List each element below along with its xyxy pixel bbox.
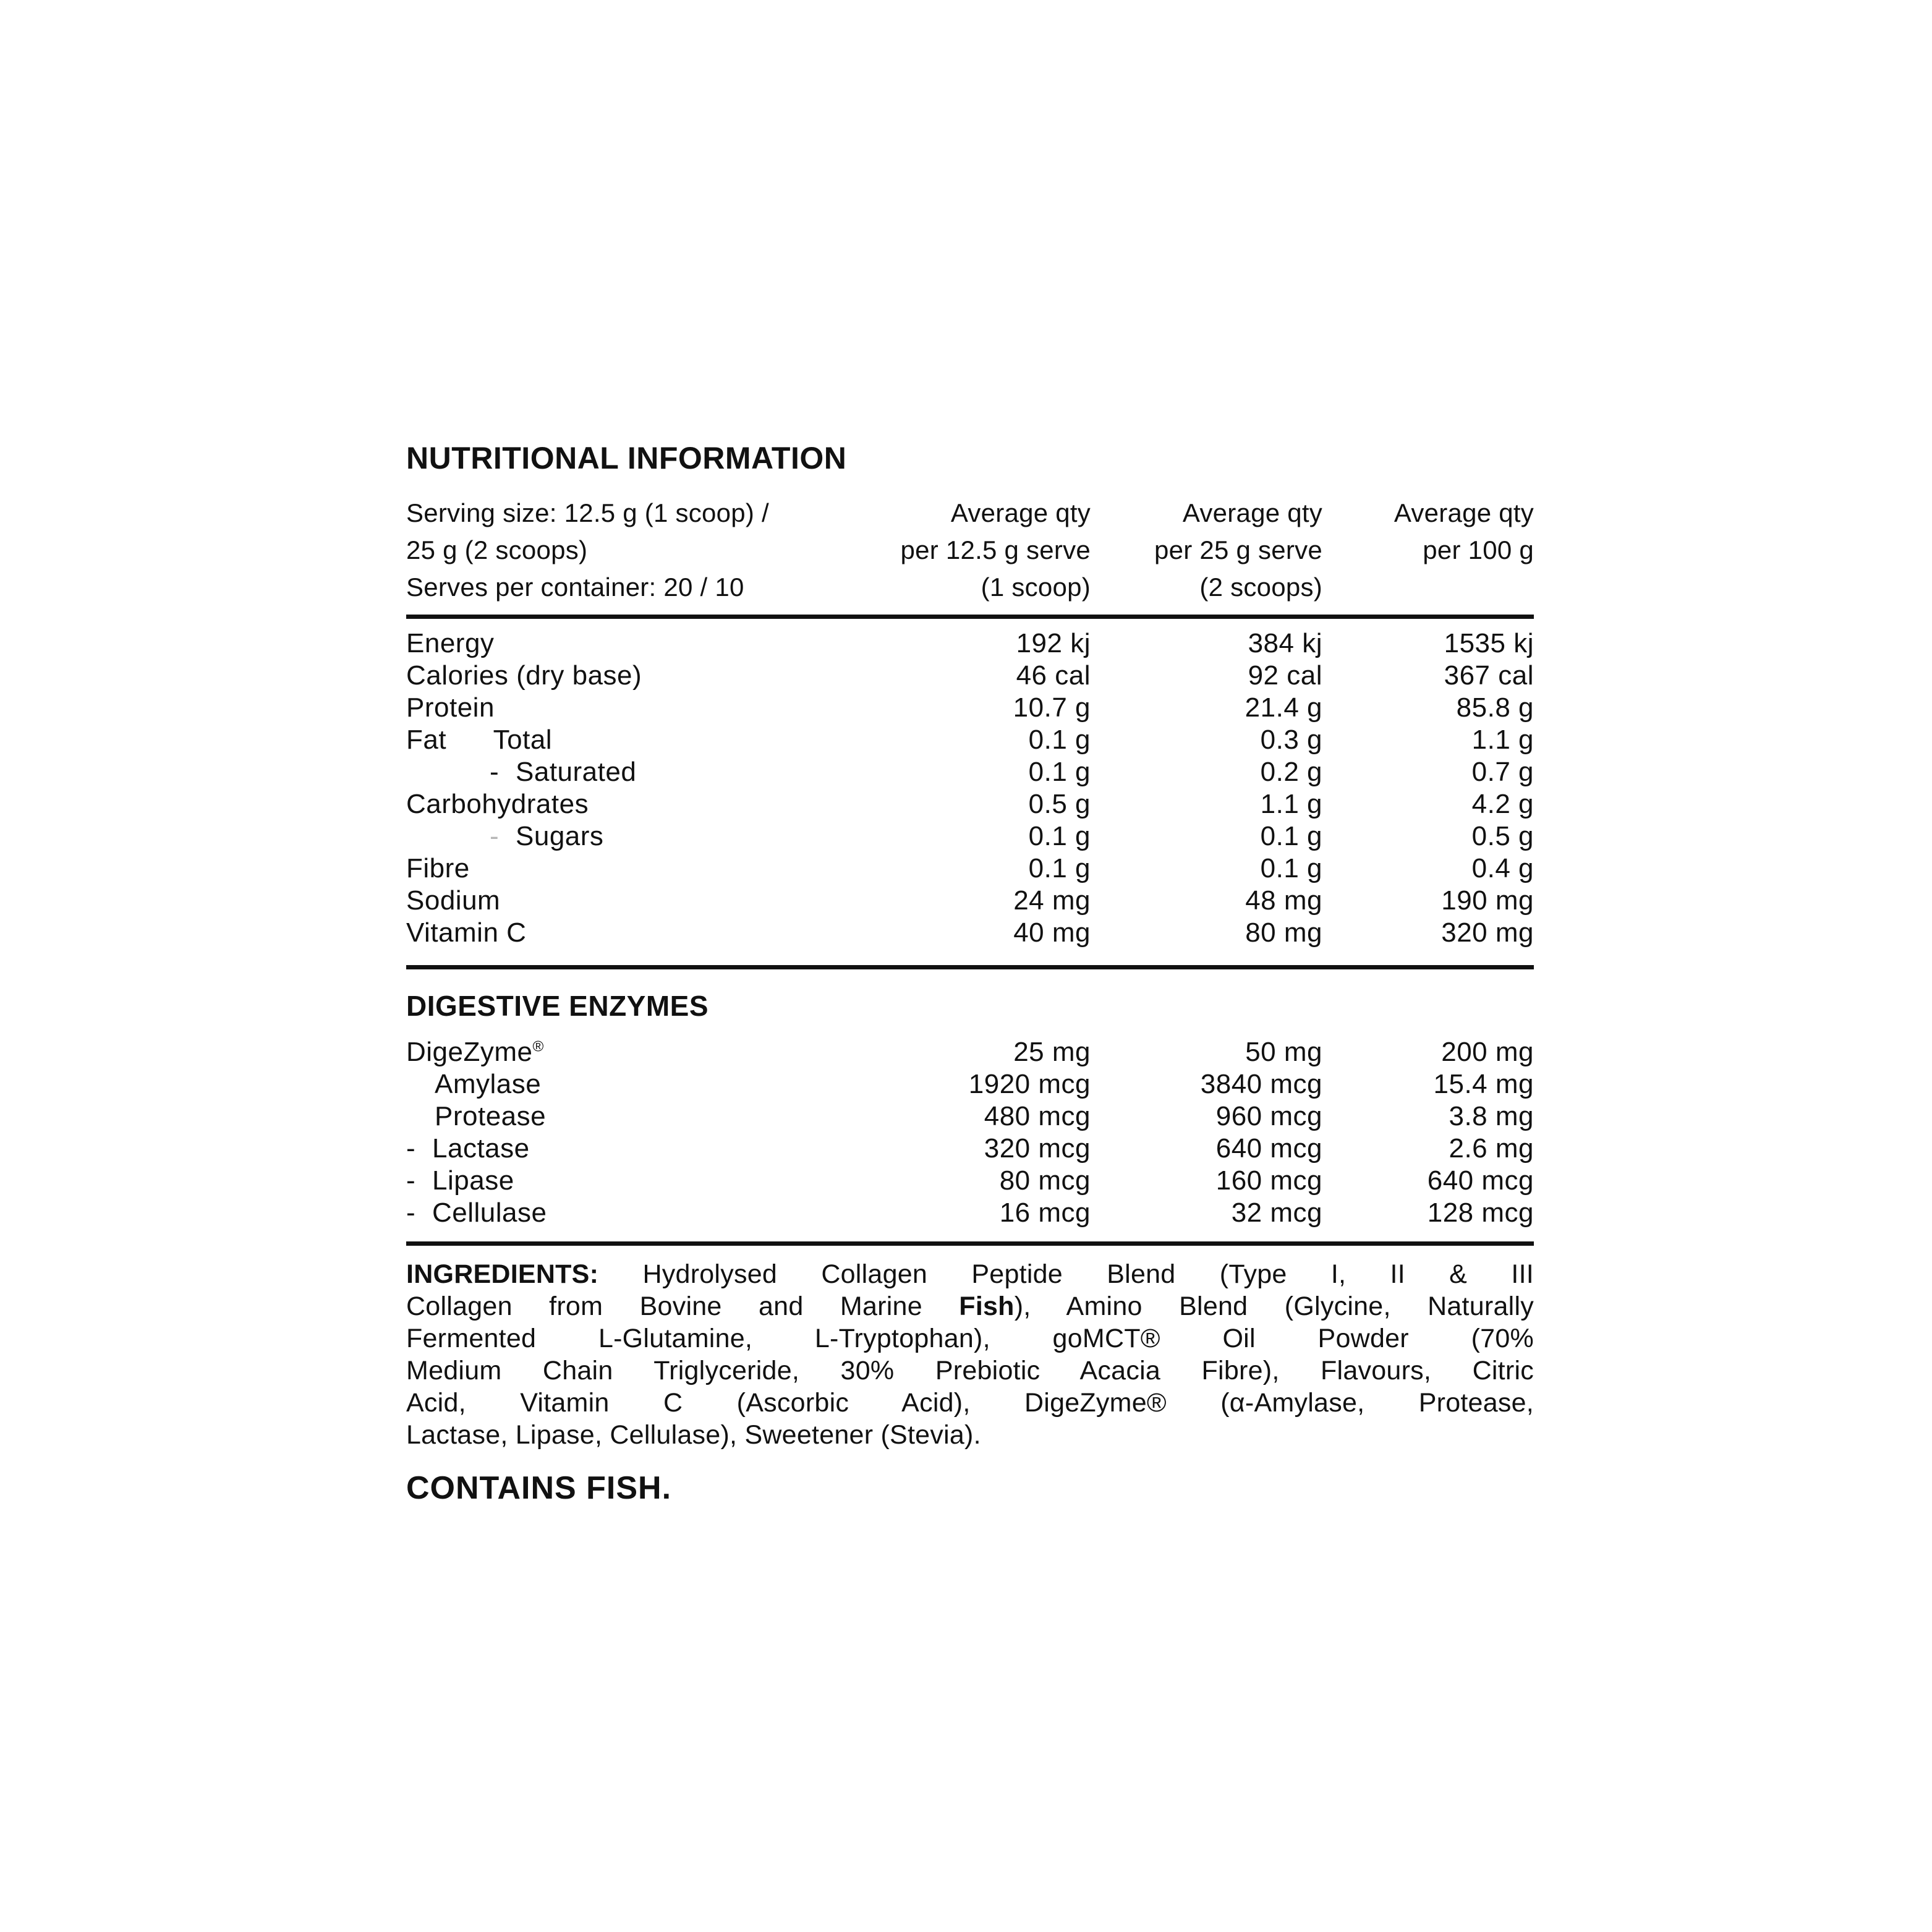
nutrition-row-value: 4.2 g [1471,789,1534,819]
nutrition-row-label-text: Saturated [516,757,637,787]
nutrition-row-value: 1.1 g [1260,789,1322,819]
nutrition-row-value: 40 mg [1013,917,1091,948]
column-header-line: (2 scoops) [1199,572,1322,602]
enzyme-row-label [406,1036,859,1068]
nutrition-row-value: 0.7 g [1471,757,1534,787]
nutrition-row-value: 48 mg [1245,885,1322,916]
nutrition-row-value: 0.1 g [1028,853,1091,883]
divider-middle [406,965,1534,969]
column-header-line: Average qty [950,498,1091,527]
nutrition-row-value: 384 kj [1248,628,1322,658]
table-header [406,495,1534,606]
nutrition-row-value: 192 kj [1016,628,1091,658]
enzyme-row-value: 2.6 mg [1449,1133,1534,1164]
column-header-line: per 100 g [1423,535,1534,564]
nutrition-row-value: 0.1 g [1028,757,1091,787]
enzyme-row-label [406,1068,859,1100]
nutrition-row-label [406,820,859,853]
nutrition-row-value: 1535 kj [1444,628,1534,658]
enzyme-row-label [406,1133,859,1165]
allergen-statement: CONTAINS FISH. [406,1470,672,1506]
ingredients-text: Acid, Vitamin C (Ascorbic Acid), DigeZyme® (α-Amylase, Protease, [406,1388,1534,1418]
nutrition-row-value: 0.1 g [1260,821,1322,851]
dash-marker: - [406,1198,416,1228]
nutrition-row-label [406,692,859,724]
nutrition-row-value: 0.5 g [1471,821,1534,851]
enzyme-row-value: 960 mcg [1215,1101,1322,1131]
enzyme-row-value: 16 mcg [999,1198,1091,1228]
nutrition-row-label [406,917,859,949]
column-header-per-100g [1322,495,1534,606]
nutrition-row-label [406,885,859,917]
nutrition-row-value: 0.1 g [1028,725,1091,755]
nutrition-row-value: 0.5 g [1028,789,1091,819]
serving-line: Serving size: 12.5 g (1 scoop) / [406,498,769,527]
nutrition-row-label-text: Energy [406,628,495,658]
nutrition-table [406,619,1534,949]
nutrition-row-value: 1.1 g [1471,725,1534,755]
enzyme-row-value: 3.8 mg [1449,1101,1534,1131]
enzyme-row-label-text: Cellulase [432,1198,547,1228]
enzyme-row-label-text: DigeZyme [406,1037,533,1067]
dash-marker: - [490,821,500,851]
ingredients-text: Hydrolysed Collagen Peptide Blend (Type I, II & III [598,1259,1534,1289]
nutrition-row-label [406,853,859,885]
enzyme-row-label [406,1197,859,1229]
enzymes-table [406,1036,1534,1229]
nutrition-label-title: NUTRITIONAL INFORMATION [406,441,847,475]
column-header-line: per 12.5 g serve [900,535,1091,564]
nutrition-row-label-text: Sodium [406,885,501,916]
enzyme-row-value: 3840 mcg [1200,1069,1322,1099]
nutrition-row-value: 0.1 g [1260,853,1322,883]
nutrition-row-value: 46 cal [1016,660,1091,691]
serving-info [406,495,859,606]
ingredients-text: Collagen from Bovine and Marine [406,1292,960,1321]
enzyme-row-value: 640 mcg [1215,1133,1322,1164]
ingredients-text: Fish [959,1292,1015,1321]
divider-top [406,615,1534,619]
nutrition-row-label-text: Fat Total [406,725,553,755]
column-header-line: Average qty [1394,498,1534,527]
ingredients-text: ), Amino Blend (Glycine, Naturally [1014,1292,1534,1321]
enzyme-row-value: 200 mg [1441,1037,1534,1067]
nutrition-row-label-text: Protein [406,692,495,723]
ingredients-text: Fermented L-Glutamine, L-Tryptophan), goMCT® Oil Powder (70% [406,1324,1534,1353]
enzyme-row-value: 1920 mcg [968,1069,1091,1099]
ingredients-line [406,1258,1534,1290]
ingredients-line [406,1387,1534,1419]
nutrition-row-label-text: Sugars [516,821,604,851]
nutrition-row-label [406,628,859,660]
enzyme-row-value: 640 mcg [1427,1165,1534,1196]
ingredients-line [406,1419,1534,1451]
nutrition-row-label [406,660,859,692]
ingredients-line [406,1322,1534,1355]
ingredients-paragraph [406,1258,1534,1451]
nutrition-row-value: 0.3 g [1260,725,1322,755]
nutrition-row-label-text: Carbohydrates [406,789,589,819]
nutrition-label [406,440,1534,1507]
enzyme-row-label-text: Lipase [432,1165,514,1196]
nutrition-row-value: 0.1 g [1028,821,1091,851]
nutrition-row-value: 367 cal [1444,660,1534,691]
enzyme-row-label [406,1165,859,1197]
enzyme-row-value: 25 mg [1013,1037,1091,1067]
nutrition-row-value: 80 mg [1245,917,1322,948]
enzyme-row-value: 15.4 mg [1433,1069,1534,1099]
enzyme-row-value: 320 mcg [984,1133,1091,1164]
enzyme-row-label [406,1100,859,1133]
nutrition-row-label-text: Calories (dry base) [406,660,642,691]
enzyme-row-label-text: Lactase [432,1133,530,1164]
nutrition-row-value: 24 mg [1013,885,1091,916]
nutrition-row-value: 21.4 g [1245,692,1322,723]
nutrition-row-label [406,756,859,788]
column-header-line: Average qty [1182,498,1322,527]
enzyme-row-label-text: Amylase [435,1069,542,1099]
ingredients-text: Lactase, Lipase, Cellulase), Sweetener (Stevia). [406,1420,981,1450]
dash-marker: - [406,1133,416,1164]
ingredients-text: Medium Chain Triglyceride, 30% Prebiotic Acacia Fibre), Flavours, Citric [406,1356,1534,1385]
column-header-line: (1 scoop) [981,572,1091,602]
nutrition-row-value: 320 mg [1441,917,1534,948]
dash-marker: - [490,757,500,787]
enzyme-row-value: 160 mcg [1215,1165,1322,1196]
nutrition-row-label-text: Vitamin C [406,917,527,948]
serving-line: 25 g (2 scoops) [406,535,588,564]
ingredients-line [406,1355,1534,1387]
enzyme-row-value: 128 mcg [1427,1198,1534,1228]
nutrition-row-label [406,724,859,756]
enzyme-row-value: 50 mg [1245,1037,1322,1067]
ingredients-line [406,1290,1534,1322]
enzyme-row-label-text: Protease [435,1101,547,1131]
nutrition-row-value: 190 mg [1441,885,1534,916]
serving-line: Serves per container: 20 / 10 [406,572,744,602]
enzyme-row-value: 80 mcg [999,1165,1091,1196]
enzyme-row-value: 480 mcg [984,1101,1091,1131]
nutrition-row-value: 0.4 g [1471,853,1534,883]
divider-bottom [406,1241,1534,1246]
nutrition-row-value: 85.8 g [1456,692,1534,723]
nutrition-row-value: 10.7 g [1013,692,1091,723]
digestive-enzymes-heading: DIGESTIVE ENZYMES [406,990,709,1022]
nutrition-row-value: 0.2 g [1260,757,1322,787]
column-header-line: per 25 g serve [1154,535,1322,564]
column-header-per-serve-1 [859,495,1091,606]
dash-marker: - [406,1165,416,1196]
nutrition-row-label [406,788,859,820]
ingredients-text: INGREDIENTS: [406,1259,599,1289]
nutrition-row-label-text: Fibre [406,853,470,883]
enzyme-row-value: 32 mcg [1231,1198,1322,1228]
nutrition-row-value: 92 cal [1248,660,1322,691]
registered-trademark-mark: ® [532,1038,544,1055]
column-header-per-serve-2 [1091,495,1322,606]
